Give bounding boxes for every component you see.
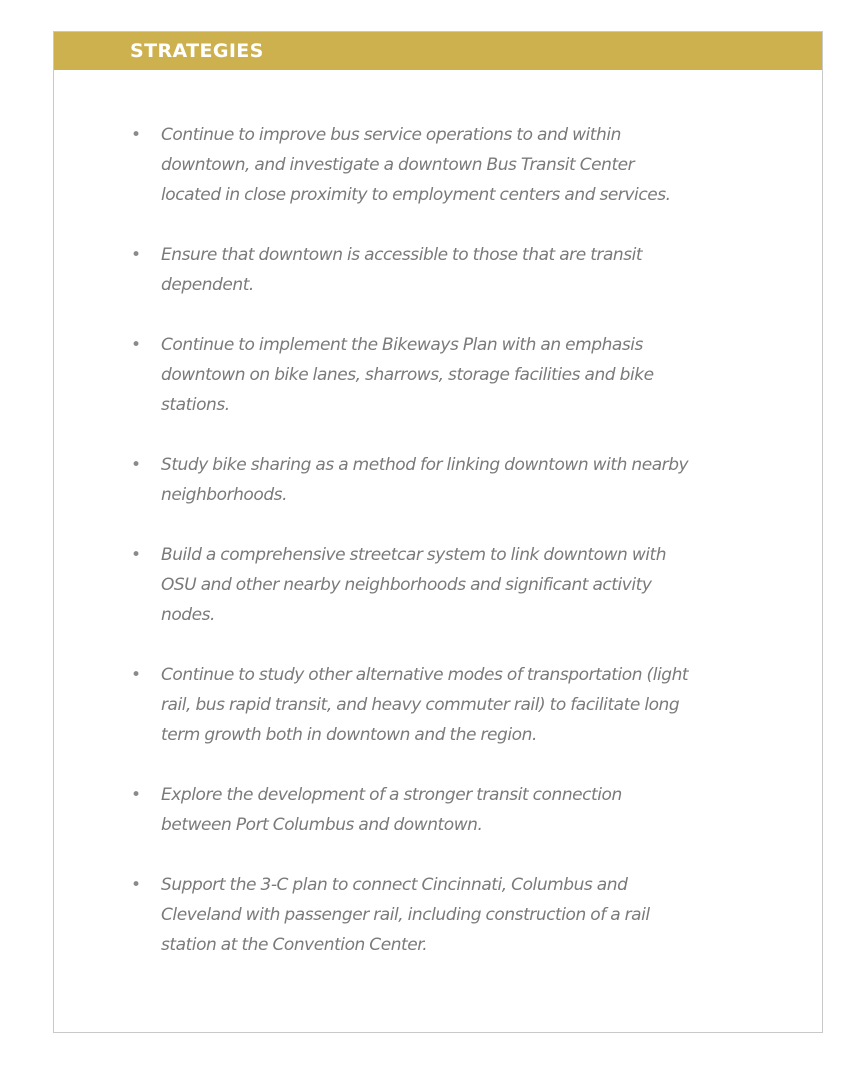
strategies-list xyxy=(131,120,691,990)
bullet-icon: • xyxy=(131,125,141,145)
bullet-icon: • xyxy=(131,875,141,895)
list-item xyxy=(131,120,691,210)
list-item xyxy=(131,660,691,750)
list-item xyxy=(131,870,691,960)
strategy-text: Continue to study other alternative modes of transportation (light rail, bus rapid transit, and heavy commuter rail) to facilitate long term growth both in downtown and the region. xyxy=(161,665,689,745)
section-header-bar xyxy=(54,32,822,70)
bullet-icon: • xyxy=(131,455,141,475)
section-title: STRATEGIES xyxy=(130,40,264,62)
bullet-icon: • xyxy=(131,335,141,355)
strategy-text: Support the 3-C plan to connect Cincinnati, Columbus and Cleveland with passenger rail, including construction of a rail station at the Convention Center. xyxy=(161,875,650,955)
bullet-icon: • xyxy=(131,245,141,265)
strategy-text: Continue to improve bus service operations to and within downtown, and investigate a downtown Bus Transit Center located in close proximity to employment centers and services. xyxy=(161,125,671,205)
list-item xyxy=(131,450,691,510)
list-item xyxy=(131,540,691,630)
list-item xyxy=(131,240,691,300)
bullet-icon: • xyxy=(131,545,141,565)
strategy-text: Explore the development of a stronger transit connection between Port Columbus and downtown. xyxy=(161,785,622,835)
strategy-text: Ensure that downtown is accessible to those that are transit dependent. xyxy=(161,245,643,295)
strategy-text: Study bike sharing as a method for linking downtown with nearby neighborhoods. xyxy=(161,455,689,505)
strategy-text: Build a comprehensive streetcar system to link downtown with OSU and other nearby neighborhoods and significant activity nodes. xyxy=(161,545,667,625)
strategy-text: Continue to implement the Bikeways Plan with an emphasis downtown on bike lanes, sharrows, storage facilities and bike stations. xyxy=(161,335,654,415)
bullet-icon: • xyxy=(131,785,141,805)
list-item xyxy=(131,780,691,840)
strategies-panel xyxy=(53,31,823,1033)
list-item xyxy=(131,330,691,420)
bullet-icon: • xyxy=(131,665,141,685)
